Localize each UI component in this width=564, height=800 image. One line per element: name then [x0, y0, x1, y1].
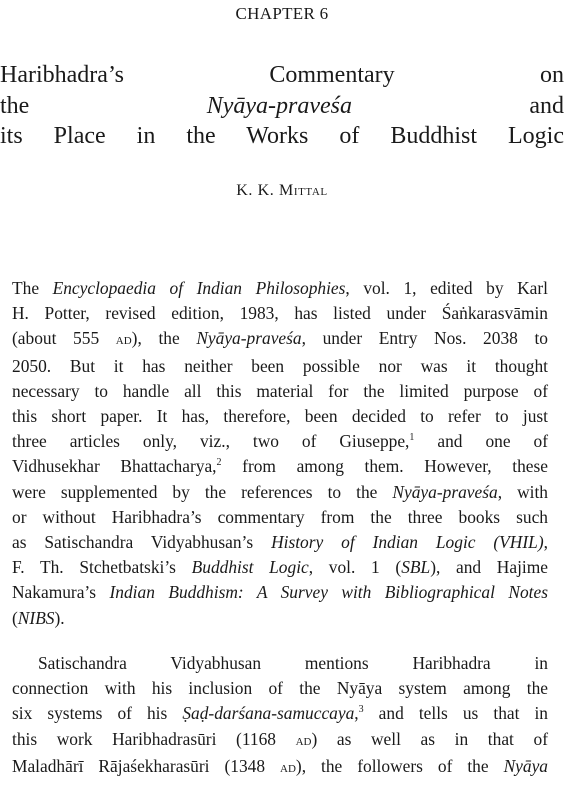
- text-line: this short paper. It has, therefore, been decided to refer to just: [12, 406, 548, 427]
- title-line-2: [0, 91, 564, 122]
- title-italic-term: Nyāya-praveśa: [206, 92, 352, 119]
- italic-title: Nyāya-praveśa: [392, 481, 498, 502]
- text-line: [12, 555, 548, 580]
- text-line: or without Haribhadra’s commentary from the three books such: [12, 506, 548, 527]
- text-line: [12, 701, 548, 726]
- text: ), the: [131, 328, 197, 349]
- text-line: [12, 580, 548, 605]
- italic-title: Nyāya-praveśa: [196, 328, 302, 349]
- text-line: [12, 754, 548, 781]
- title-line-3: its Place in the Works of Buddhist Logic: [0, 123, 564, 149]
- text-line: [12, 276, 548, 301]
- text-line: [12, 606, 548, 631]
- author-name: K. K. Mittal: [236, 182, 328, 199]
- text-line: [12, 727, 548, 754]
- text-line: [12, 454, 548, 479]
- text: F. Th. Stchetbatski’s: [12, 557, 192, 578]
- text: ), the followers of the: [295, 755, 504, 776]
- text: from among them. However, these: [221, 456, 549, 477]
- text-line: H. Potter, revised edition, 1983, has listed under Śaṅkarasvāmin: [12, 303, 548, 324]
- text-line: [12, 429, 548, 454]
- text: were supplemented by the references to the: [12, 481, 393, 502]
- text: three articles only, viz., two of Giuseppe,: [12, 431, 410, 452]
- text-line: 2050. But it has neither been possible nor was it thought: [12, 355, 548, 376]
- text-line: necessary to handle all this material for the limited purpose of: [12, 380, 548, 401]
- text: Nakamura’s: [12, 582, 110, 603]
- text: ,: [543, 532, 548, 553]
- paragraph-2: [12, 651, 548, 781]
- text-line: [12, 530, 548, 555]
- text: The: [12, 278, 53, 298]
- text: ) as well as in that of: [311, 728, 548, 749]
- footnote-ref: 3: [358, 704, 364, 716]
- era-abbrev: ad: [115, 332, 132, 349]
- italic-title: Buddhist Logic: [191, 557, 309, 578]
- footnote-ref: 1: [409, 432, 415, 444]
- era-abbrev: ad: [295, 732, 312, 749]
- text: this work Haribhadrasūri (1168: [12, 728, 296, 749]
- text: and one of: [414, 431, 549, 452]
- title-line-1: Haribhadra’s Commentary on: [0, 62, 564, 88]
- text: ,: [354, 703, 359, 724]
- text-line: [12, 326, 548, 353]
- text: (: [12, 607, 18, 628]
- title-text: the: [0, 92, 207, 119]
- footnote-ref: 2: [216, 457, 222, 469]
- text: Vidhusekhar Bhattacharya,: [12, 456, 217, 477]
- text: ), and Hajime: [430, 557, 548, 578]
- italic-abbrev: SBL: [401, 557, 431, 578]
- italic-title: Encyclopaedia of Indian Philosophies: [52, 278, 346, 298]
- chapter-title: [0, 60, 564, 152]
- text-line: [12, 480, 548, 505]
- text: (about 555: [12, 328, 116, 349]
- era-abbrev: ad: [280, 759, 296, 776]
- italic-title: Ṣaḍ-darśana-samuccaya: [182, 703, 355, 724]
- text-line: Satischandra Vidyabhusan mentions Haribhadra in: [38, 653, 548, 673]
- text: as Satischandra Vidyabhusan’s: [12, 532, 272, 553]
- paragraph-1: [12, 276, 548, 631]
- chapter-heading: CHAPTER 6: [235, 4, 329, 23]
- text: , vol. 1, edited by Karl: [345, 278, 548, 298]
- text-line: connection with his inclusion of the Nyāya system among the: [12, 678, 548, 699]
- text: , under Entry Nos. 2038 to: [301, 328, 548, 349]
- text: Maladhārī Rājaśekharasūri (1348: [12, 755, 281, 776]
- text: six systems of his: [12, 703, 183, 724]
- text: , vol. 1 (: [308, 557, 402, 578]
- italic-title: History of Indian Logic (VHIL): [271, 532, 544, 553]
- title-text: and: [351, 92, 564, 119]
- text: , with: [497, 481, 548, 502]
- italic-term: Nyāya: [503, 755, 548, 776]
- text: and tells us that in: [363, 703, 549, 724]
- italic-title: Indian Buddhism: A Survey with Bibliographical Notes: [109, 582, 548, 603]
- italic-abbrev: NIBS: [17, 607, 55, 628]
- text: ).: [54, 607, 65, 628]
